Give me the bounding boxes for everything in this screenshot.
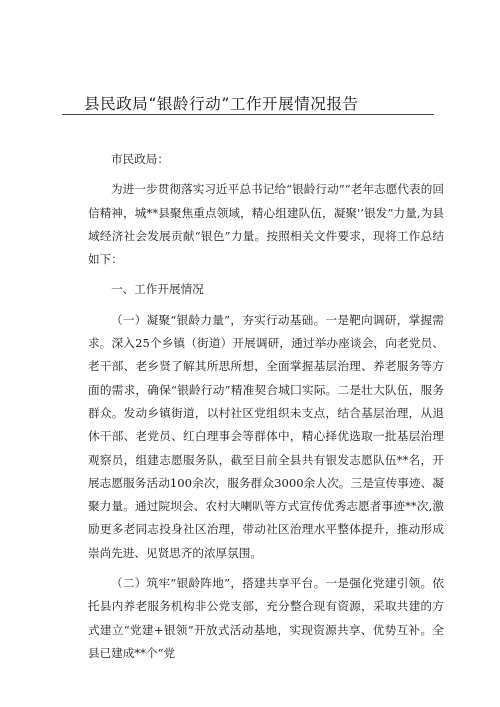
section-heading: 一、工作开展情况 bbox=[111, 282, 204, 297]
subsection-paragraph: （二）筑牢“银龄阵地”，搭建共享平台。一是强化党建引领。依托县内养老服务机构非公党支部，充分整合现有资源，采取共建的方式建立“党建+银领”开放式活动基地，实现资源共享、优势互补。全县已建成**个“党 bbox=[88, 576, 444, 660]
document-body bbox=[88, 148, 444, 665]
salutation: 市民政局： bbox=[111, 152, 169, 166]
document-title: 县民政局“银龄行动”工作开展情况报告 bbox=[84, 95, 359, 113]
intro-paragraph: 为进一步贯彻落实习近平总书记给“银龄行动”“老年志愿代表的回信精神，城**县聚焦重点领域，精心组建队伍，凝聚'’银发”力量,为县域经济社会发展贡献“银色”力量。按照相关文件要求，现将工作总结如下： bbox=[88, 182, 444, 267]
subsection-paragraph: （一）凝聚“银龄力量”，夯实行动基础。一是靶向调研，掌握需求。深入25个乡镇（街道）开展调研，通过举办座谈会，向老党员、老干部、老乡贤了解其所思所想，全面掌握基层治理、养老服务等方面的需求，确保“银龄行动”精准契合城囗实际。二是壮大队伍，服务群众。发动乡镇街道，以村社区党组织未支点，结合基层治理，从退休干部、老党员、红白理事会等群体中，精心择优选取一批基层治理观察员，组建志愿服务队，截至目前全县共有银发志愿队伍**名，开展志愿服务活动100余次，服务群众3000余人次。三是宣传事迹、凝聚力量。通过院坝会、农村大喇叭等方式宣传优秀志愿者事迹**次,激励更多老同志投身社区治理，带动社区治理水平整体提升，推动形成崇尚先进、见贤思齐的浓厚氛围。 bbox=[88, 312, 444, 560]
title-underline bbox=[62, 114, 434, 115]
